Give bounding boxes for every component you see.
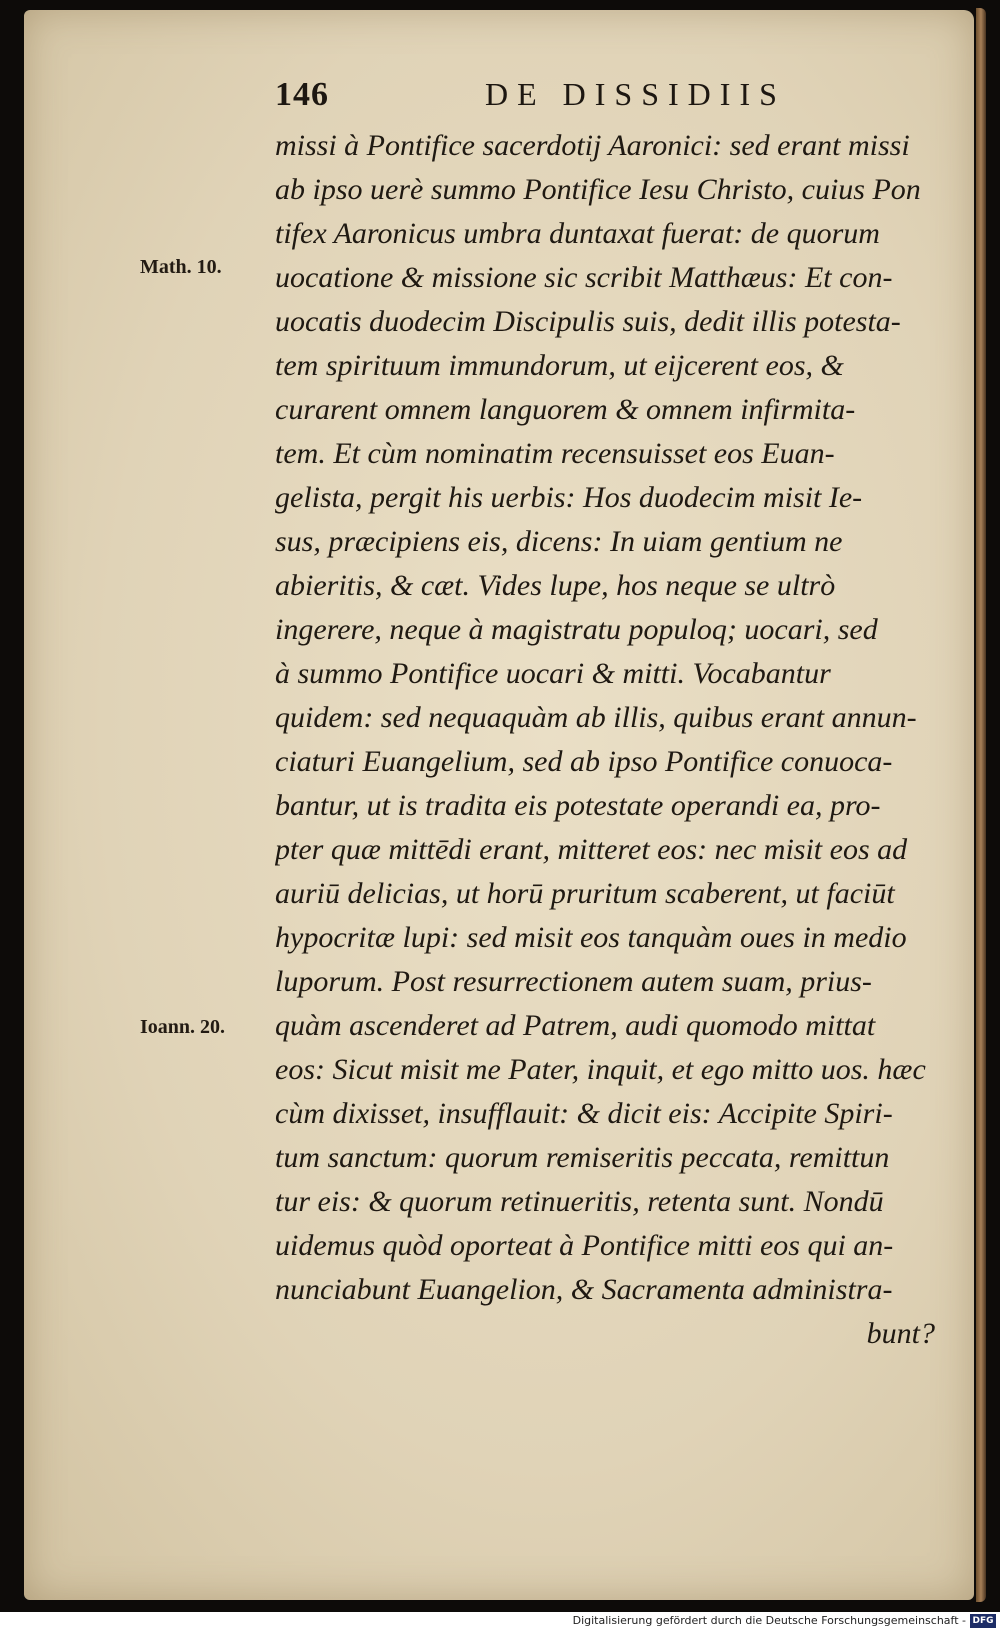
text-line: gelista, pergit his uerbis: Hos duodecim misit Ie- xyxy=(275,481,863,514)
text-line: curarent omnem languorem & omnem infirmita- xyxy=(275,393,856,426)
text-line: sus, præcipiens eis, dicens: In uiam gentium ne xyxy=(275,525,843,558)
text-line: uocatione & missione sic scribit Matthæus: Et con- xyxy=(275,261,893,294)
page-edge xyxy=(976,8,986,1602)
page-number: 146 xyxy=(275,76,329,113)
running-title: DE DISSIDIIS xyxy=(485,76,786,112)
text-line: ab ipso uerè summo Pontifice Iesu Christo, cuius Pon xyxy=(275,173,921,206)
text-line: quidem: sed nequaquàm ab illis, quibus erant annun- xyxy=(275,701,917,734)
body-text xyxy=(275,124,955,1356)
text-line: cùm dixisset, insufflauit: & dicit eis: Accipite Spiri- xyxy=(275,1097,893,1130)
catchword-line: bunt? xyxy=(866,1317,935,1350)
dfg-logo: DFG xyxy=(970,1614,996,1628)
text-line: à summo Pontifice uocari & mitti. Vocabantur xyxy=(275,657,831,690)
text-line: uocatis duodecim Discipulis suis, dedit illis potesta- xyxy=(275,305,901,338)
text-line: bantur, ut is tradita eis potestate operandi ea, pro- xyxy=(275,789,881,822)
text-line: quàm ascenderet ad Patrem, audi quomodo mittat xyxy=(275,1009,876,1042)
text-line: tifex Aaronicus umbra duntaxat fuerat: de quorum xyxy=(275,217,880,250)
text-line: tem spirituum immundorum, ut eijcerent eos, & xyxy=(275,349,844,382)
text-line: pter quæ mittēdi erant, mitteret eos: nec misit eos ad xyxy=(275,833,908,866)
text-line: uidemus quòd oporteat à Pontifice mitti eos qui an- xyxy=(275,1229,894,1262)
footer-bar xyxy=(0,1612,1000,1632)
text-line: tem. Et cùm nominatim recensuisset eos Euan- xyxy=(275,437,835,470)
text-line: ingerere, neque à magistratu populoq; uocari, sed xyxy=(275,613,878,646)
page-header xyxy=(275,76,935,122)
text-line: missi à Pontifice sacerdotij Aaronici: sed erant missi xyxy=(275,129,910,162)
text-line: nunciabunt Euangelion, & Sacramenta administra- xyxy=(275,1273,893,1306)
text-line: auriū delicias, ut horū pruritum scaberent, ut faciūt xyxy=(275,877,895,910)
text-line: eos: Sicut misit me Pater, inquit, et ego mitto uos. hæc xyxy=(275,1053,926,1086)
text-line: luporum. Post resurrectionem autem suam, prius- xyxy=(275,965,872,998)
text-line: tum sanctum: quorum remiseritis peccata, remittun xyxy=(275,1141,890,1174)
margin-note-ioann: Ioann. 20. xyxy=(140,1016,226,1038)
footer-credit: Digitalisierung gefördert durch die Deutsche Forschungsgemeinschaft - xyxy=(572,1614,966,1627)
text-line: abieritis, & cæt. Vides lupe, hos neque se ultrò xyxy=(275,569,836,602)
text-line: ciaturi Euangelium, sed ab ipso Pontifice conuoca- xyxy=(275,745,893,778)
margin-note-math: Math. 10. xyxy=(140,256,222,278)
text-line: hypocritæ lupi: sed misit eos tanquàm oues in medio xyxy=(275,921,907,954)
text-line: tur eis: & quorum retinueritis, retenta sunt. Nondū xyxy=(275,1185,884,1218)
